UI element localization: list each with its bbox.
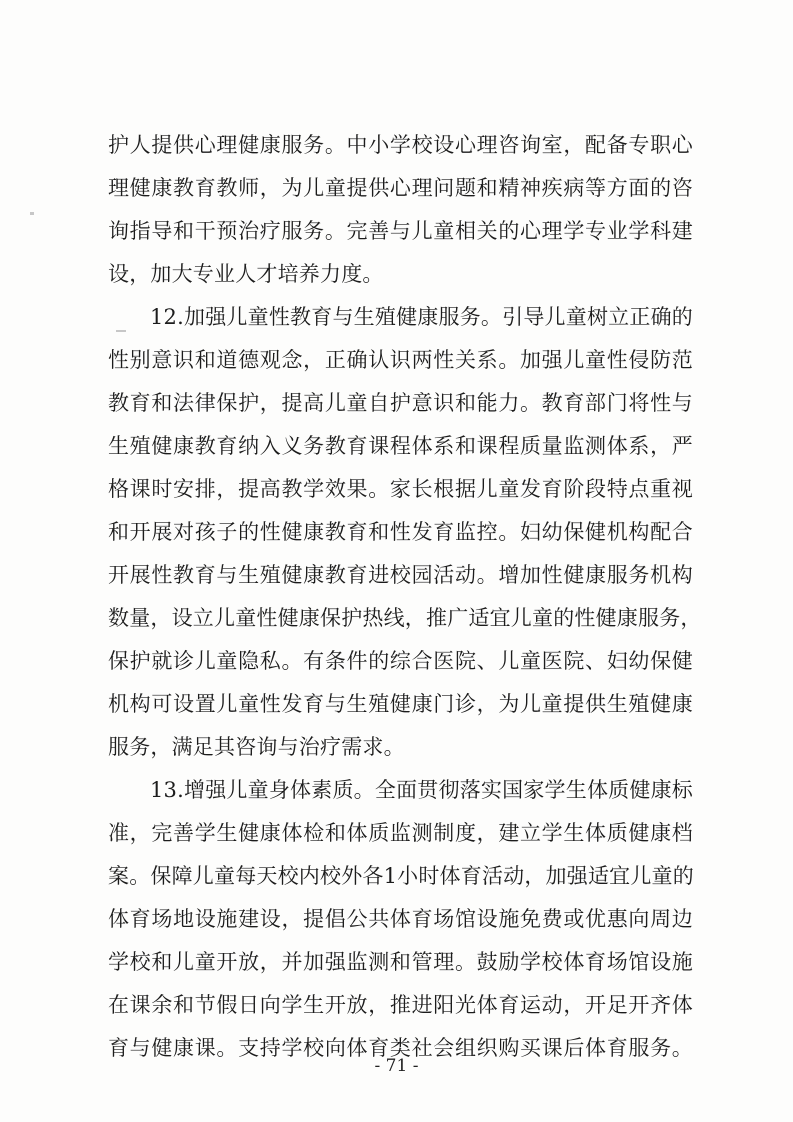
text-line: 体育场地设施建设，提倡公共体育场馆设施免费或优惠向周边 [108,907,693,931]
text-line: 理健康教育教师，为儿童提供心理问题和精神疾病等方面的咨 [108,176,693,200]
section-12-heading-line: 12.加强儿童性教育与生殖健康服务。引导儿童树立正确的 [150,305,693,329]
text-line: 询指导和干预治疗服务。完善与儿童相关的心理学专业学科建 [108,219,693,243]
text-line: 学校和儿童开放，并加强监测和管理。鼓励学校体育场馆设施 [108,950,693,974]
scan-speck [30,212,34,215]
text-line: 服务，满足其咨询与治疗需求。 [108,735,405,759]
text-line: 数量，设立儿童性健康保护热线，推广适宜儿童的性健康服务， [108,606,702,630]
text-line: 保护就诊儿童隐私。有条件的综合医院、儿童医院、妇幼保健 [108,649,693,673]
text-line: 开展性教育与生殖健康教育进校园活动。增加性健康服务机构 [108,563,693,587]
text-line: 设，加大专业人才培养力度。 [108,262,384,286]
scan-speck [116,330,126,332]
text-line: 和开展对孩子的性健康教育和性发育监控。妇幼保健机构配合 [108,520,693,544]
text-line: 准，完善学生健康体检和体质监测制度，建立学生体质健康档 [108,821,693,845]
text-line: 性别意识和道德观念，正确认识两性关系。加强儿童性侵防范 [108,348,693,372]
text-line: 案。保障儿童每天校内校外各1小时体育活动，加强适宜儿童的 [108,864,694,888]
section-13-heading-line: 13.增强儿童身体素质。全面贯彻落实国家学生体质健康标 [150,778,693,802]
text-line: 在课余和节假日向学生开放，推进阳光体育运动，开足开齐体 [108,993,693,1017]
text-line: 格课时安排，提高教学效果。家长根据儿童发育阶段特点重视 [108,477,693,501]
page-number: - 71 - [374,1056,419,1076]
text-line: 教育和法律保护，提高儿童自护意识和能力。教育部门将性与 [108,391,693,415]
text-line: 生殖健康教育纳入义务教育课程体系和课程质量监测体系，严 [108,434,693,458]
text-line: 机构可设置儿童性发育与生殖健康门诊，为儿童提供生殖健康 [108,692,693,716]
text-line: 护人提供心理健康服务。中小学校设心理咨询室，配备专职心 [108,133,693,157]
text-line: 育与健康课。支持学校向体育类社会组织购买课后体育服务。 [108,1036,693,1060]
